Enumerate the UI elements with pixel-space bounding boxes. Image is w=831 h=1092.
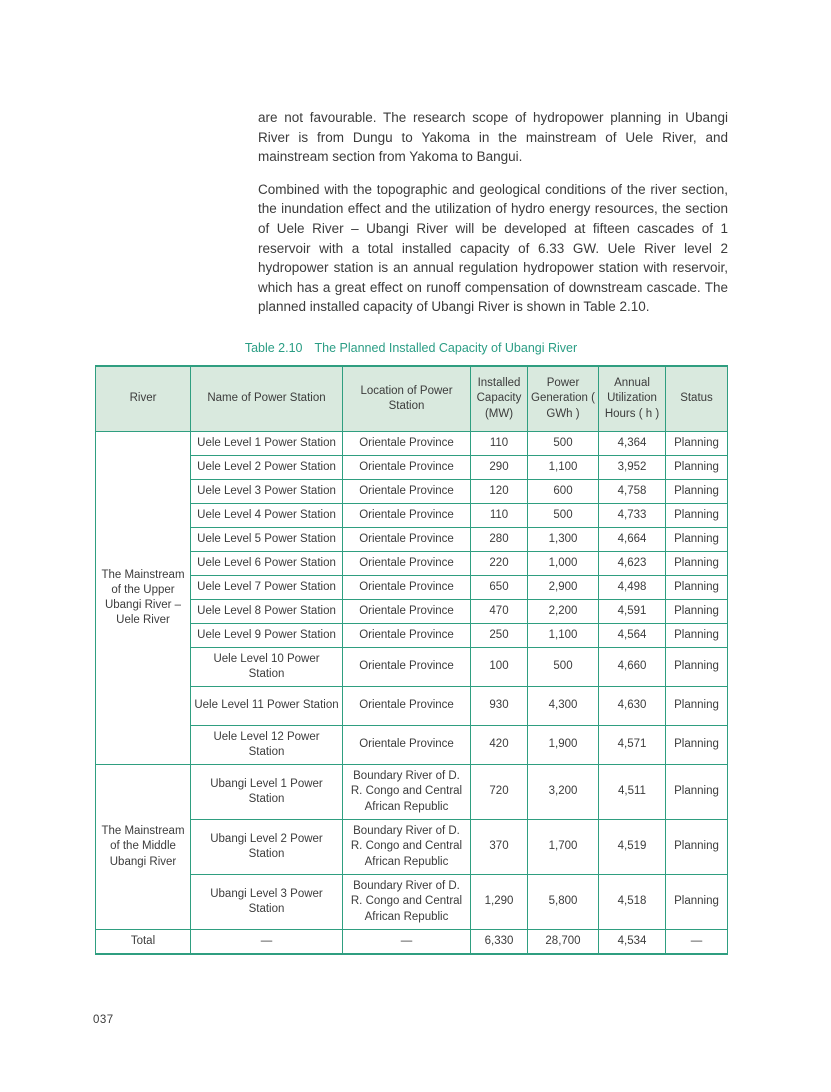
cell-name: Uele Level 5 Power Station <box>191 528 343 552</box>
cell-capacity: 650 <box>471 576 528 600</box>
cell-capacity: 280 <box>471 528 528 552</box>
table-row <box>96 765 728 820</box>
cell-hours: 4,518 <box>599 875 666 930</box>
cell-status: Planning <box>666 552 728 576</box>
cell-generation: 500 <box>528 432 599 456</box>
table-block <box>95 341 727 955</box>
cell-capacity: 420 <box>471 726 528 765</box>
cell-location: Orientale Province <box>343 600 471 624</box>
cell-hours: 4,511 <box>599 765 666 820</box>
table-row <box>96 480 728 504</box>
cell-location: Orientale Province <box>343 504 471 528</box>
header-utilization: Annual Utilization Hours ( h ) <box>599 366 666 432</box>
page-number: 037 <box>93 1014 114 1026</box>
cell-name: Uele Level 7 Power Station <box>191 576 343 600</box>
cell-status: Planning <box>666 456 728 480</box>
cell-hours: 4,664 <box>599 528 666 552</box>
cell-generation: 500 <box>528 504 599 528</box>
table-row <box>96 648 728 687</box>
total-status: — <box>666 930 728 954</box>
table-row <box>96 820 728 875</box>
table-row <box>96 687 728 726</box>
cell-hours: 4,591 <box>599 600 666 624</box>
total-label: Total <box>96 930 191 954</box>
total-generation: 28,700 <box>528 930 599 954</box>
cell-generation: 1,300 <box>528 528 599 552</box>
table-row <box>96 726 728 765</box>
cell-location: Orientale Province <box>343 552 471 576</box>
cell-location: Orientale Province <box>343 528 471 552</box>
cell-hours: 4,571 <box>599 726 666 765</box>
cell-generation: 1,100 <box>528 624 599 648</box>
cell-location: Orientale Province <box>343 480 471 504</box>
cell-generation: 600 <box>528 480 599 504</box>
cell-capacity: 110 <box>471 432 528 456</box>
cell-status: Planning <box>666 600 728 624</box>
cell-status: Planning <box>666 528 728 552</box>
cell-hours: 4,519 <box>599 820 666 875</box>
cell-location: Orientale Province <box>343 624 471 648</box>
table-row <box>96 432 728 456</box>
cell-hours: 4,758 <box>599 480 666 504</box>
river-group-middle: The Mainstream of the Middle Ubangi River <box>96 765 191 930</box>
table-row <box>96 552 728 576</box>
cell-name: Uele Level 11 Power Station <box>191 687 343 726</box>
table-row <box>96 504 728 528</box>
cell-status: Planning <box>666 624 728 648</box>
cell-status: Planning <box>666 765 728 820</box>
river-group-upper: The Mainstream of the Upper Ubangi River – Uele River <box>96 432 191 765</box>
total-capacity: 6,330 <box>471 930 528 954</box>
cell-location: Boundary River of D. R. Congo and Central African Republic <box>343 875 471 930</box>
cell-generation: 1,700 <box>528 820 599 875</box>
header-generation: Power Generation ( GWh ) <box>528 366 599 432</box>
cell-generation: 3,200 <box>528 765 599 820</box>
header-capacity: Installed Capacity (MW) <box>471 366 528 432</box>
header-location: Location of Power Station <box>343 366 471 432</box>
cell-name: Uele Level 12 Power Station <box>191 726 343 765</box>
cell-name: Ubangi Level 3 Power Station <box>191 875 343 930</box>
total-hours: 4,534 <box>599 930 666 954</box>
cell-location: Orientale Province <box>343 726 471 765</box>
cell-name: Uele Level 2 Power Station <box>191 456 343 480</box>
header-status: Status <box>666 366 728 432</box>
cell-generation: 500 <box>528 648 599 687</box>
cell-status: Planning <box>666 576 728 600</box>
cell-status: Planning <box>666 726 728 765</box>
table-row <box>96 528 728 552</box>
cell-location: Boundary River of D. R. Congo and Central African Republic <box>343 820 471 875</box>
cell-generation: 2,900 <box>528 576 599 600</box>
cell-name: Ubangi Level 2 Power Station <box>191 820 343 875</box>
cell-name: Uele Level 9 Power Station <box>191 624 343 648</box>
cell-generation: 5,800 <box>528 875 599 930</box>
table-row <box>96 456 728 480</box>
paragraph: are not favourable. The research scope of hydropower planning in Ubangi River is from Dungu to Yakoma in the mainstream of Uele River, and mainstream section from Yakoma to Bangui. <box>258 110 728 165</box>
cell-generation: 4,300 <box>528 687 599 726</box>
cell-hours: 4,498 <box>599 576 666 600</box>
table-title-text: The Planned Installed Capacity of Ubangi River <box>314 341 578 355</box>
header-river: River <box>96 366 191 432</box>
total-name: — <box>191 930 343 954</box>
cell-hours: 4,733 <box>599 504 666 528</box>
table-header-row <box>96 366 728 432</box>
cell-status: Planning <box>666 820 728 875</box>
cell-status: Planning <box>666 480 728 504</box>
cell-status: Planning <box>666 504 728 528</box>
cell-hours: 3,952 <box>599 456 666 480</box>
cell-hours: 4,364 <box>599 432 666 456</box>
cell-status: Planning <box>666 648 728 687</box>
table-row <box>96 576 728 600</box>
cell-hours: 4,623 <box>599 552 666 576</box>
cell-status: Planning <box>666 875 728 930</box>
table-row <box>96 624 728 648</box>
total-location: — <box>343 930 471 954</box>
cell-name: Uele Level 1 Power Station <box>191 432 343 456</box>
table-title <box>95 341 727 355</box>
cell-capacity: 290 <box>471 456 528 480</box>
header-name: Name of Power Station <box>191 366 343 432</box>
cell-location: Boundary River of D. R. Congo and Central African Republic <box>343 765 471 820</box>
cell-name: Uele Level 3 Power Station <box>191 480 343 504</box>
paragraph: Combined with the topographic and geological conditions of the river section, the inundation effect and the utilization of hydro energy resources, the section of Uele River – Ubangi River will be developed at fifteen cascades of 1 reservoir with a total installed capacity of 6.33 GW. Uele River level 2 hydropower station is an annual regulation hydropower station with reservoir, which has a great effect on runoff compensation of downstream cascade. The planned installed capacity of Ubangi River is shown in Table 2.10. <box>258 181 728 315</box>
capacity-table <box>95 365 728 955</box>
body-text-block <box>258 108 728 317</box>
cell-capacity: 720 <box>471 765 528 820</box>
table-number: Table 2.10 <box>244 341 303 355</box>
cell-capacity: 370 <box>471 820 528 875</box>
cell-capacity: 120 <box>471 480 528 504</box>
cell-location: Orientale Province <box>343 648 471 687</box>
cell-hours: 4,660 <box>599 648 666 687</box>
cell-name: Uele Level 10 Power Station <box>191 648 343 687</box>
cell-location: Orientale Province <box>343 456 471 480</box>
cell-capacity: 220 <box>471 552 528 576</box>
cell-capacity: 250 <box>471 624 528 648</box>
cell-generation: 1,100 <box>528 456 599 480</box>
cell-generation: 2,200 <box>528 600 599 624</box>
cell-capacity: 100 <box>471 648 528 687</box>
cell-hours: 4,564 <box>599 624 666 648</box>
table-row <box>96 600 728 624</box>
cell-capacity: 930 <box>471 687 528 726</box>
cell-generation: 1,900 <box>528 726 599 765</box>
cell-name: Uele Level 6 Power Station <box>191 552 343 576</box>
cell-status: Planning <box>666 687 728 726</box>
cell-location: Orientale Province <box>343 576 471 600</box>
cell-name: Ubangi Level 1 Power Station <box>191 765 343 820</box>
cell-capacity: 470 <box>471 600 528 624</box>
cell-location: Orientale Province <box>343 687 471 726</box>
cell-capacity: 1,290 <box>471 875 528 930</box>
cell-name: Uele Level 4 Power Station <box>191 504 343 528</box>
table-row <box>96 875 728 930</box>
cell-status: Planning <box>666 432 728 456</box>
cell-capacity: 110 <box>471 504 528 528</box>
cell-location: Orientale Province <box>343 432 471 456</box>
cell-hours: 4,630 <box>599 687 666 726</box>
cell-name: Uele Level 8 Power Station <box>191 600 343 624</box>
cell-generation: 1,000 <box>528 552 599 576</box>
table-total-row <box>96 930 728 954</box>
